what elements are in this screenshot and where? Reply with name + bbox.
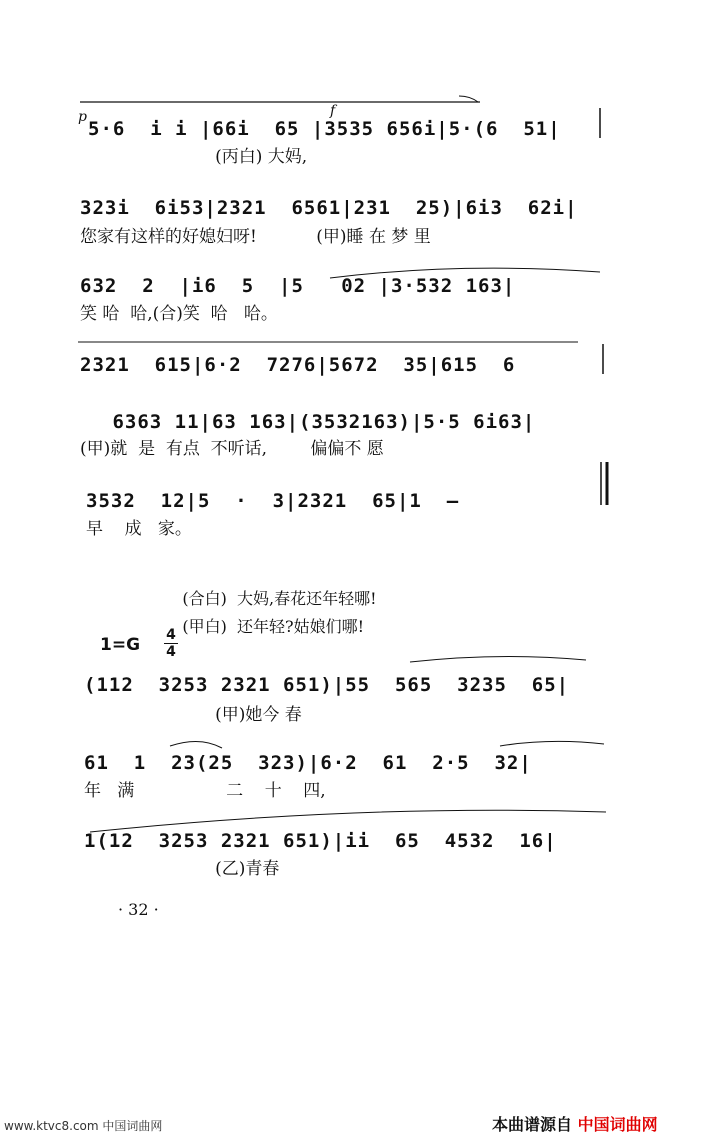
notation-line-5: 6363 11|63 163|(3532163)|5·5 6i63| (100, 411, 536, 433)
meter-bottom: 4 (166, 644, 176, 660)
dialogue-text: 大妈,春花还年轻哪! (237, 589, 377, 608)
dialogue-text: 还年轻?姑娘们哪! (237, 617, 365, 636)
notation-line-1: 5·6 i i |66i 65 |3535 656i|5·(6 51| (88, 118, 561, 140)
lyric-line-3: 笑 哈 哈,(合)笑 哈 哈。 (80, 304, 278, 324)
lyric-line-5: (甲)就 是 有点 不听话, 偏偏不 愿 (80, 439, 384, 459)
dialogue-speaker: (甲白) (182, 617, 227, 636)
notation-line-9: 1(12 3253 2321 651)|ii 65 4532 16| (84, 830, 557, 852)
meter-top: 4 (166, 627, 176, 643)
page-number: · 32 · (118, 900, 159, 919)
footer-source (492, 1112, 658, 1135)
lyric-line-6: 早 成 家。 (86, 519, 192, 539)
dynamic-forte: f (330, 103, 336, 119)
lyric-line-9: (乙)青春 (80, 859, 280, 879)
footer-source-label: 本曲谱源自 (492, 1115, 573, 1134)
lyric-line-2: 您家有这样的好媳妇呀! (甲)睡 在 梦 里 (80, 227, 431, 247)
time-signature (164, 628, 178, 659)
footer-website: www.ktvc8.com 中国词曲网 (4, 1119, 163, 1133)
dynamic-piano: p (78, 109, 87, 125)
dialogue-2 (162, 594, 364, 660)
notation-line-2: 323i 6i53|2321 6561|231 25)|6i3 62i| (80, 197, 578, 219)
lyric-line-7: (甲)她今 春 (80, 705, 302, 725)
notation-line-8: 61 1 23(25 323)|6·2 61 2·5 32| (84, 752, 532, 774)
notation-line-7: (112 3253 2321 651)|55 565 3235 65| (84, 674, 570, 696)
notation-line-3: 632 2 |i6 5 |5 02 |3·532 163| (80, 275, 516, 297)
lyric-line-1: (丙白) 大妈, (80, 147, 308, 167)
footer-source-brand: 中国词曲网 (577, 1115, 658, 1134)
key-signature: 1=G (100, 635, 141, 655)
dialogue-speaker: (合白) (182, 589, 227, 608)
notation-line-4: 2321 615|6·2 7276|5672 35|615 6 (80, 354, 516, 376)
lyric-line-8: 年 满 二 十 四, (84, 781, 326, 801)
notation-line-6: 3532 12|5 · 3|2321 65|1 — (86, 490, 460, 512)
